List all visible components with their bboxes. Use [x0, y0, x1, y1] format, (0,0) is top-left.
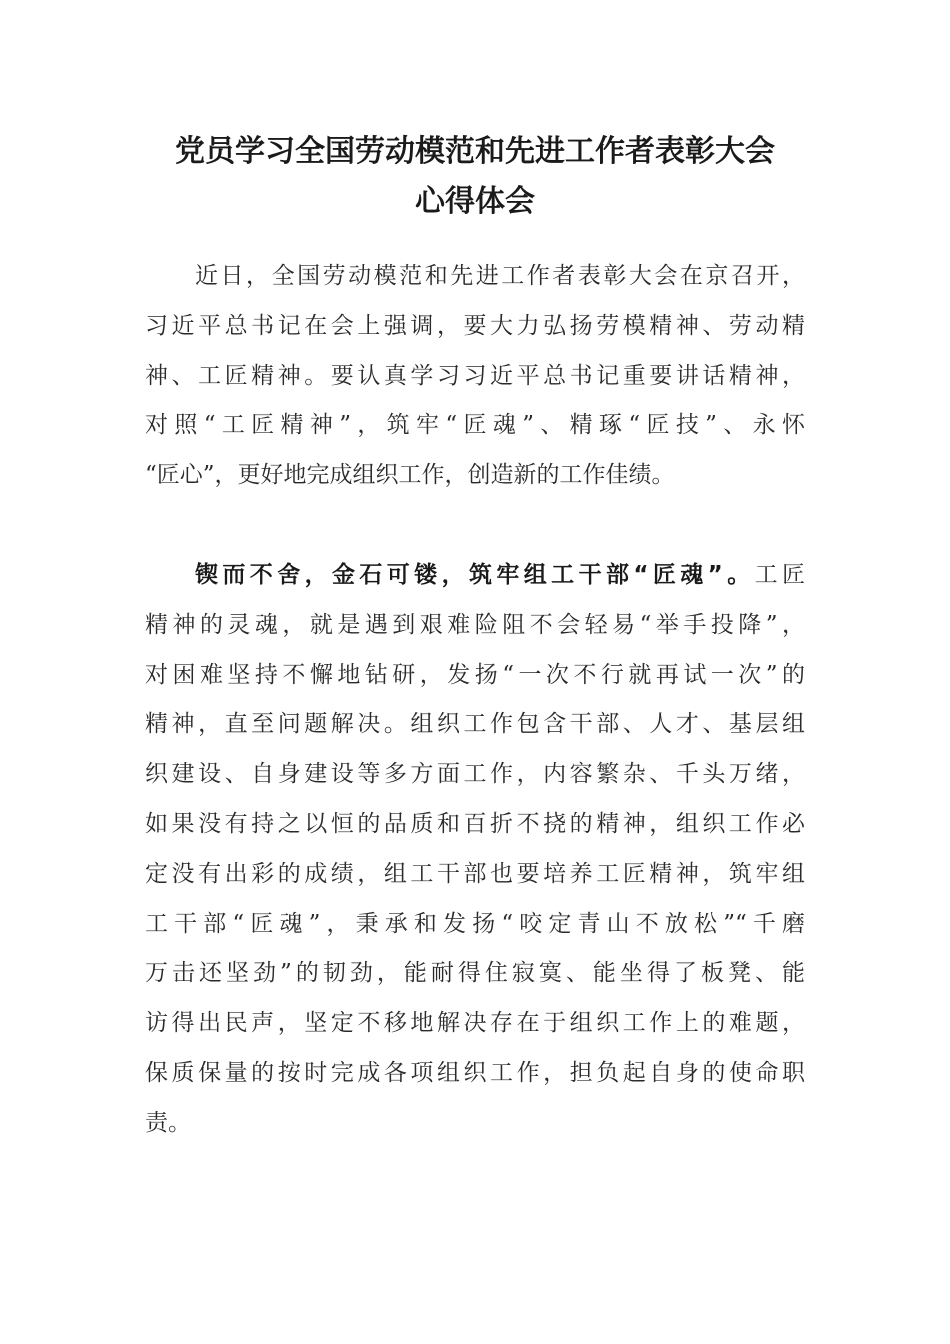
text-line: 如果没有持之以恒的品质和百折不挠的精神，组织工作必 — [145, 810, 805, 837]
text-fragment: 工匠 — [754, 562, 806, 588]
text-line: 精神，直至问题解决。组织工作包含干部、人才、基层组 — [145, 711, 805, 738]
text-line-with-heading — [145, 551, 805, 601]
text-line: 近日，全国劳动模范和先进工作者表彰大会在京召开， — [195, 263, 805, 289]
section-heading: 锲而不舍，金石可镂，筑牢组工干部“匠魂”。 — [195, 562, 755, 588]
text-line: 对困难坚持不懈地钻研，发扬“一次不行就再试一次”的 — [145, 661, 805, 688]
document-title-line-2: 心得体会 — [415, 184, 535, 219]
paragraph-craftsman-soul — [145, 551, 805, 1149]
text-line: 保质保量的按时完成各项组织工作，担负起自身的使命职 — [145, 1059, 805, 1086]
text-line: 工干部“匠魂”，秉承和发扬“咬定青山不放松”“千磨 — [145, 910, 805, 937]
text-line: 万击还坚劲”的韧劲，能耐得住寂寞、能坐得了板凳、能 — [145, 960, 805, 987]
text-line: 对照“工匠精神”，筑牢“匠魂”、精琢“匠技”、永怀 — [145, 412, 805, 439]
text-line: 精神的灵魂，就是遇到艰难险阻不会轻易“举手投降”， — [145, 611, 805, 638]
text-line: 织建设、自身建设等多方面工作，内容繁杂、千头万绪， — [145, 761, 805, 788]
document-title-line-1: 党员学习全国劳动模范和先进工作者表彰大会 — [175, 134, 775, 169]
text-line: 定没有出彩的成绩，组工干部也要培养工匠精神，筑牢组 — [145, 860, 805, 887]
text-line: 神、工匠精神。要认真学习习近平总书记重要讲话精神， — [145, 362, 805, 389]
text-line: 责。 — [145, 1109, 191, 1136]
text-line: 习近平总书记在会上强调，要大力弘扬劳模精神、劳动精 — [145, 312, 805, 339]
paragraph-intro — [145, 252, 805, 501]
text-line: “匠心”，更好地完成组织工作，创造新的工作佳绩。 — [145, 462, 675, 489]
text-line: 访得出民声，坚定不移地解决存在于组织工作上的难题， — [145, 1010, 805, 1037]
